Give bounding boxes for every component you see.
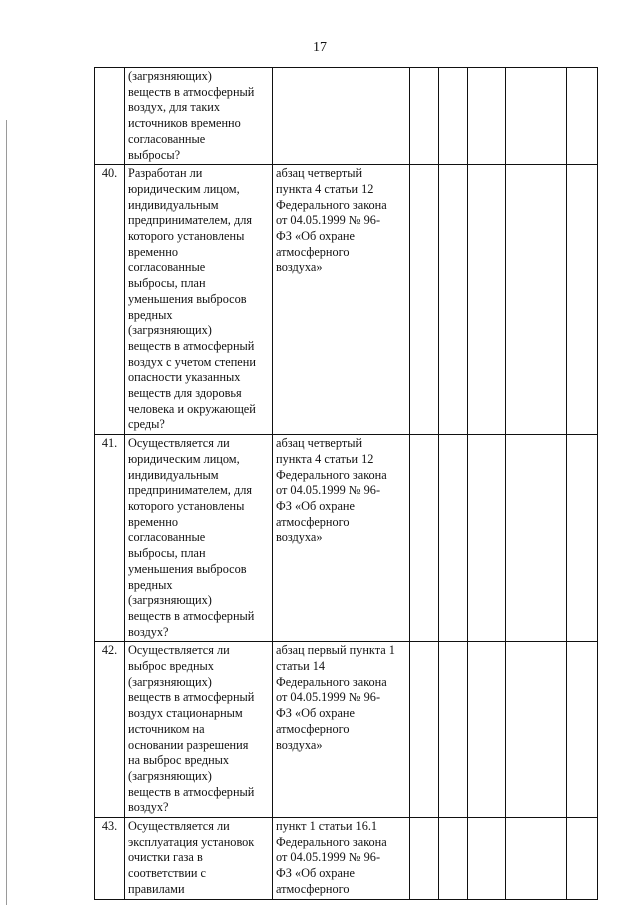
reference-cell [273,818,410,900]
row-number: 40. [95,165,125,435]
row-number: 42. [95,642,125,818]
answer-cell-note[interactable] [506,642,567,818]
answer-cell-no[interactable] [439,68,468,165]
checklist-table [94,67,598,900]
answer-cell-extra[interactable] [567,818,598,900]
question-text: Осуществляется ли выброс вредных (загрязняющих) веществ в атмосферный воздух стационарным источником на основании разрешения на выброс вредных (загрязняющих) веществ в атмосферный воздух? [128,643,255,815]
question-cell [125,165,273,435]
table-row [95,818,598,900]
table-row [95,435,598,642]
answer-cell-na[interactable] [468,642,506,818]
answer-cell-na[interactable] [468,818,506,900]
answer-cell-extra[interactable] [567,642,598,818]
answer-cell-extra[interactable] [567,165,598,435]
checklist-table-wrapper [94,67,598,900]
reference-cell [273,165,410,435]
answer-cell-yes[interactable] [410,435,439,642]
answer-cell-na[interactable] [468,435,506,642]
answer-cell-no[interactable] [439,642,468,818]
question-cell [125,642,273,818]
reference-text: абзац четвертый пункта 4 статьи 12 Федерального закона от 04.05.1999 № 96- ФЗ «Об охране атмосферного воздуха» [276,436,387,545]
answer-cell-no[interactable] [439,435,468,642]
question-text: Разработан ли юридическим лицом, индивидуальным предпринимателем, для которого установлены временно согласованные выбросы, план уменьшения выбросов вредных (загрязняющих) веществ в атмосферный воздух с учетом степени опасности указанных веществ для здоровья человека и окружающей среды? [128,166,256,432]
reference-text: абзац первый пункта 1 статьи 14 Федерального закона от 04.05.1999 № 96- ФЗ «Об охране атмосферного воздуха» [276,643,395,752]
table-row [95,68,598,165]
answer-cell-yes[interactable] [410,68,439,165]
reference-cell [273,68,410,165]
answer-cell-na[interactable] [468,165,506,435]
question-text: Осуществляется ли юридическим лицом, индивидуальным предпринимателем, для которого установлены временно согласованные выбросы, план уменьшения выбросов вредных (загрязняющих) веществ в атмосферный воздух? [128,436,255,639]
answer-cell-no[interactable] [439,165,468,435]
answer-cell-note[interactable] [506,818,567,900]
question-text: (загрязняющих) веществ в атмосферный воздух, для таких источников временно согласованные выбросы? [128,69,255,162]
answer-cell-no[interactable] [439,818,468,900]
reference-cell [273,435,410,642]
question-cell [125,818,273,900]
question-cell [125,68,273,165]
scan-edge-line [6,120,7,905]
answer-cell-note[interactable] [506,165,567,435]
question-cell [125,435,273,642]
row-number: 43. [95,818,125,900]
question-text: Осуществляется ли эксплуатация установок очистки газа в соответствии с правилами [128,819,255,896]
reference-text: пункт 1 статьи 16.1 Федерального закона от 04.05.1999 № 96- ФЗ «Об охране атмосферного [276,819,387,896]
answer-cell-extra[interactable] [567,68,598,165]
answer-cell-yes[interactable] [410,818,439,900]
page-number: 17 [313,40,327,55]
row-number [95,68,125,165]
answer-cell-na[interactable] [468,68,506,165]
answer-cell-note[interactable] [506,68,567,165]
answer-cell-yes[interactable] [410,165,439,435]
reference-cell [273,642,410,818]
answer-cell-note[interactable] [506,435,567,642]
answer-cell-extra[interactable] [567,435,598,642]
table-row [95,165,598,435]
row-number: 41. [95,435,125,642]
answer-cell-yes[interactable] [410,642,439,818]
table-row [95,642,598,818]
reference-text: абзац четвертый пункта 4 статьи 12 Федерального закона от 04.05.1999 № 96- ФЗ «Об охране атмосферного воздуха» [276,166,387,275]
